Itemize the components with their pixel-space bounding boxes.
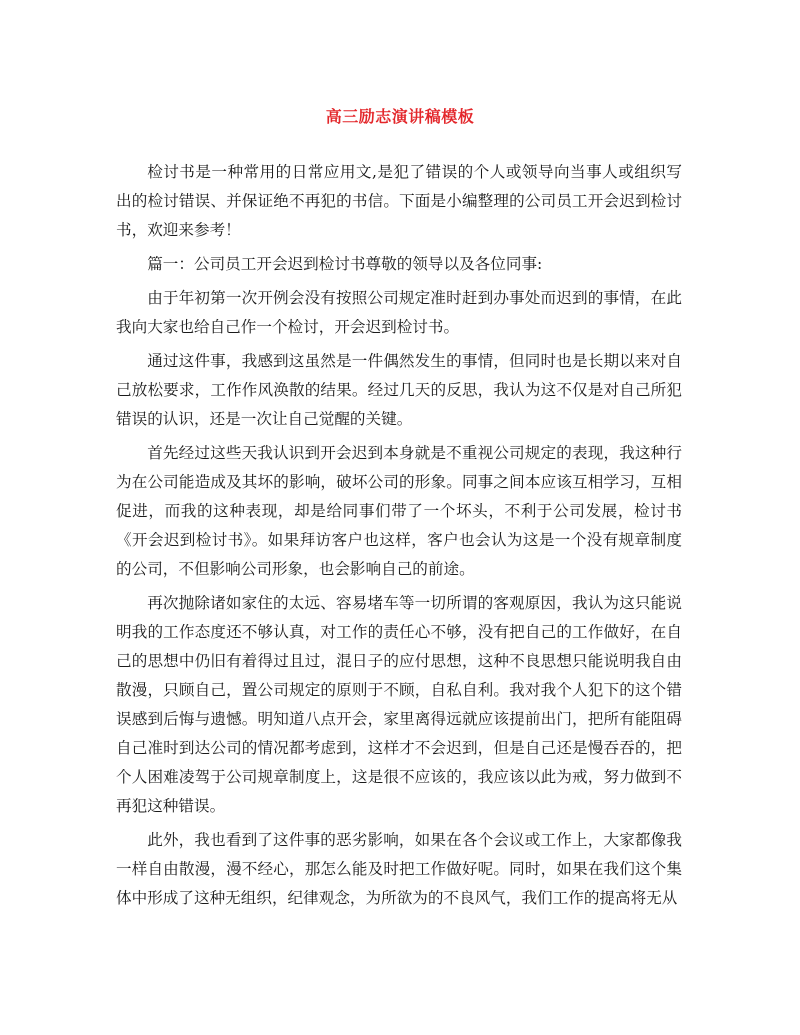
document-body	[116, 158, 682, 918]
paragraph-4: 再次抛除诸如家住的太远、容易堵车等一切所谓的客观原因，我认为这只能说明我的工作态度还不够认真，对工作的责任心不够，没有把自己的工作做好，在自己的思想中仍旧有着得过且过，混日子的应付思想，这种不良思想只能说明我自由散漫，只顾自己，置公司规定的原则于不顾，自私自利。我对我个人犯下的这个错误感到后悔与遗憾。明知道八点开会，家里离得远就应该提前出门，把所有能阻碍自己准时到达公司的情况都考虑到，这样才不会迟到，但是自己还是慢吞吞的，把个人困难凌驾于公司规章制度上，这是很不应该的，我应该以此为戒，努力做到不再犯这种错误。	[116, 594, 682, 815]
document-title: 高三励志演讲稿模板	[325, 107, 475, 126]
paragraph-intro: 检讨书是一种常用的日常应用文,是犯了错误的个人或领导向当事人或组织写出的检讨错误、并保证绝不再犯的书信。下面是小编整理的公司员工开会迟到检讨书，欢迎来参考！	[116, 163, 682, 239]
paragraph-heading: 篇一：公司员工开会迟到检讨书尊敬的领导以及各位同事:	[147, 255, 543, 273]
paragraph-5: 此外，我也看到了这件事的恶劣影响，如果在各个会议或工作上，大家都像我一样自由散漫，漫不经心，那怎么能及时把工作做好呢。同时，如果在我们这个集体中形成了这种无组织，纪律观念，为所欲为的不良风气，我们工作的提高将无从	[116, 831, 682, 907]
paragraph-2: 通过这件事，我感到这虽然是一件偶然发生的事情，但同时也是长期以来对自己放松要求，工作作风涣散的结果。经过几天的反思，我认为这不仅是对自己所犯错误的认识，还是一次让自己觉醒的关键。	[116, 352, 682, 428]
paragraph-3: 首先经过这些天我认识到开会迟到本身就是不重视公司规定的表现，我这种行为在公司能造成及其坏的影响，破坏公司的形象。同事之间本应该互相学习，互相促进，而我的这种表现，却是给同事们带了一个坏头，不利于公司发展，检讨书《开会迟到检讨书》。如果拜访客户也这样，客户也会认为这是一个没有规章制度的公司，不但影响公司形象，也会影响自己的前途。	[116, 444, 682, 578]
paragraph-1: 由于年初第一次开例会没有按照公司规定准时赶到办事处而迟到的事情，在此我向大家也给自己作一个检讨，开会迟到检讨书。	[116, 289, 682, 336]
